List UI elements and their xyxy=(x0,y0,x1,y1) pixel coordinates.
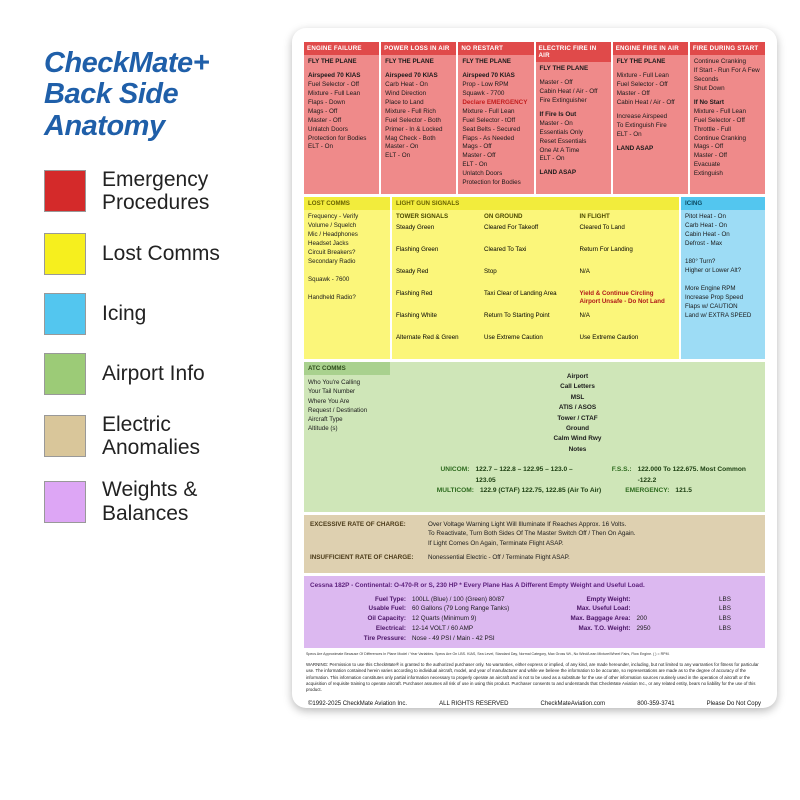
list-item: Where You Are xyxy=(308,397,350,405)
footer-site: CheckMateAviation.com xyxy=(540,700,606,707)
spec-row xyxy=(535,624,760,634)
legend-panel xyxy=(44,48,284,543)
fine-print: Specs Are Approximate Because Of Differences In Plane Model / Year Variables. Specs Are On LBS. KIAS, Sea Level, Standard Day, Normal Category, Max Gross Wt., No Wind/Lean Mixture/Wheel Fairs, Flow Engine. ( ) = RPM. xyxy=(306,652,670,657)
list-item: Altitude (s) xyxy=(308,425,338,433)
checklist-line: Essentials Only xyxy=(539,128,583,136)
table-cell: Cleared For Takeoff xyxy=(484,224,539,231)
checklist-line: LAND ASAP xyxy=(616,144,654,152)
table-cell: Return To Starting Point xyxy=(484,312,550,319)
checklist-line: Continue Cranking xyxy=(693,58,747,65)
electric-anomaly-text xyxy=(428,553,759,562)
table-column-header: ON GROUND xyxy=(484,213,523,220)
spec-row xyxy=(535,604,760,614)
list-item: Higher or Lower Alt? xyxy=(685,266,742,274)
spec-label: Max. Baggage Area: xyxy=(570,615,631,623)
legend-color-swatch xyxy=(44,481,86,523)
frequency-label: UNICOM: xyxy=(440,466,470,473)
weights-balances-section xyxy=(304,576,765,649)
emergency-column-header: ENGINE FAILURE xyxy=(304,42,379,55)
spec-label: Tire Pressure: xyxy=(363,634,406,642)
checklist-line: Mixture - Full Lean xyxy=(616,71,669,79)
spec-label: Oil Capacity: xyxy=(367,615,406,623)
emergency-column-header: ENGINE FIRE IN AIR xyxy=(613,42,688,55)
spec-row xyxy=(310,595,535,605)
light-gun-col-signals xyxy=(396,213,484,356)
electric-anomaly-label: INSUFFICIENT RATE OF CHARGE: xyxy=(310,554,414,562)
list-item: Request / Destination xyxy=(308,406,368,414)
page-title-line2: Back Side xyxy=(44,78,179,111)
checklist-line: Evacuate xyxy=(693,161,721,169)
table-cell: Flashing White xyxy=(396,312,437,319)
legend-item xyxy=(44,413,284,460)
spec-label: Electrical: xyxy=(375,624,406,632)
checkmate-card xyxy=(292,28,777,708)
icing-panel xyxy=(681,197,765,359)
emergency-column xyxy=(304,42,381,194)
table-row xyxy=(580,268,676,290)
legend-item-label: Lost Comms xyxy=(102,242,220,266)
list-item: Carb Heat - On xyxy=(685,221,727,229)
checklist-line: Continue Cranking xyxy=(693,134,747,142)
list-item: 180° Turn? xyxy=(685,257,716,265)
table-column-header: IN FLIGHT xyxy=(579,213,610,220)
legend-item xyxy=(44,293,284,335)
legend-item xyxy=(44,353,284,395)
footer-copyright: ©1992-2025 CheckMate Aviation Inc. xyxy=(308,700,408,707)
table-cell: Steady Red xyxy=(396,268,429,275)
table-cell: Stop xyxy=(484,268,497,275)
checklist-line: Seconds xyxy=(693,75,719,83)
emergency-column-header: NO RESTART xyxy=(458,42,533,55)
checklist-line: Mags - Off xyxy=(308,107,338,115)
atc-comms-list xyxy=(304,375,390,437)
emergency-column-body xyxy=(690,55,765,182)
checklist-line: Master - On xyxy=(385,143,419,151)
list-item: Pitot Heat - On xyxy=(685,213,726,220)
emergency-column-body xyxy=(304,55,379,155)
light-gun-header: LIGHT GUN SIGNALS xyxy=(392,197,679,210)
checklist-line: ELT - On xyxy=(616,130,642,138)
checklist-line: To Extinguish Fire xyxy=(616,121,667,129)
list-item: Squawk - 7600 xyxy=(308,275,350,283)
checklist-line: ELT - On xyxy=(539,155,565,163)
page-title-line3: Anatomy xyxy=(44,109,165,142)
checklist-line: Fuel Selector - Off xyxy=(693,116,745,124)
emergency-column-body xyxy=(613,55,688,156)
legend-color-swatch xyxy=(44,353,86,395)
table-row xyxy=(396,224,484,246)
legend-item-label: Electric Anomalies xyxy=(102,412,201,460)
light-gun-col-flight xyxy=(580,213,676,356)
checklist-line: Airspeed 70 KIAS xyxy=(385,71,438,79)
legend-color-swatch xyxy=(44,415,86,457)
list-item: Notes xyxy=(568,445,587,453)
checklist-line: Mixture - Full Lean xyxy=(462,107,515,115)
checklist-line: Declare EMERGENCY xyxy=(462,98,528,106)
emergency-column-header: FIRE DURING START xyxy=(690,42,765,55)
checklist-line: Unlatch Doors xyxy=(308,125,348,133)
frequency-label-right: EMERGENCY: xyxy=(625,487,670,495)
table-cell: Cleared To Taxi xyxy=(484,246,527,253)
checklist-line: Fuel Selector - tOff xyxy=(462,116,516,124)
weights-right-column xyxy=(535,595,760,644)
list-item: MSL xyxy=(570,393,585,401)
frequency-value: 122.9 (CTAF) 122.75, 122.85 (Air To Air) xyxy=(480,487,602,495)
checklist-line: Extinguish xyxy=(693,170,723,178)
spec-value: 60 Gallons (79 Long Range Tanks) xyxy=(412,605,510,613)
table-cell: N/A xyxy=(579,312,590,319)
spec-row xyxy=(535,595,760,605)
spec-row xyxy=(310,614,535,624)
frequency-value: 122.7 – 122.8 – 122.95 – 123.0 – 123.05 xyxy=(475,466,573,484)
legend-color-swatch xyxy=(44,170,86,212)
lost-comms-body xyxy=(304,210,390,306)
atc-comms-panel xyxy=(304,362,390,512)
icing-body xyxy=(681,210,765,324)
spec-label: Max. Useful Load: xyxy=(576,605,631,613)
list-item: Mic / Headphones xyxy=(308,230,358,238)
emergency-column xyxy=(536,42,613,194)
table-cell: Flashing Green xyxy=(396,246,439,253)
checklist-line: LAND ASAP xyxy=(539,169,577,177)
comms-icing-band xyxy=(304,197,765,359)
list-item: Handheld Radio? xyxy=(308,293,356,301)
light-gun-table xyxy=(392,210,679,359)
light-gun-signals-panel xyxy=(390,197,681,359)
list-item: Your Tail Number xyxy=(308,388,356,396)
checklist-line: Throttle - Full xyxy=(693,125,731,133)
legend-item xyxy=(44,233,284,275)
table-cell: Return For Landing xyxy=(579,246,633,253)
list-item: Land w/ EXTRA SPEED xyxy=(685,311,752,319)
lost-comms-panel xyxy=(304,197,390,359)
checklist-line: Reset Essentials xyxy=(539,137,587,145)
checklist-line: Cabin Heat / Air - Off xyxy=(539,87,598,95)
frequency-value-right: 122.000 To 122.675. Most Common -122.2 xyxy=(637,466,746,484)
table-row xyxy=(484,246,580,268)
checklist-line: Wind Direction xyxy=(385,89,427,97)
checklist-line: If No Start xyxy=(693,98,724,106)
checklist-line: ELT - On xyxy=(462,161,488,169)
legend-item-label: Icing xyxy=(102,302,147,326)
table-row xyxy=(484,334,580,356)
checklist-line: Flaps - Down xyxy=(308,98,346,106)
emergency-column xyxy=(458,42,535,194)
checklist-line: Fuel Selector - Off xyxy=(308,80,359,88)
spec-label: Fuel Type: xyxy=(374,595,406,603)
legend-color-swatch xyxy=(44,233,86,275)
footer-notice: Please Do Not Copy xyxy=(706,700,761,707)
list-item xyxy=(308,267,386,276)
light-gun-col-ground xyxy=(484,213,580,356)
emergency-column-body xyxy=(381,55,456,164)
table-cell: Flashing Red xyxy=(396,290,433,297)
checklist-line: ELT - On xyxy=(308,143,333,151)
checklist-line: Fuel Selector - Both xyxy=(385,116,441,124)
page-title-line1: CheckMate+ xyxy=(44,47,210,79)
checklist-line: Shut Down xyxy=(693,84,725,92)
table-cell: Taxi Clear of Landing Area xyxy=(484,290,557,297)
list-item: Cabin Heat - On xyxy=(685,230,730,238)
spec-value xyxy=(637,604,720,614)
electric-anomaly-row xyxy=(310,520,759,548)
spec-label: Empty Weight: xyxy=(586,595,631,603)
checklist-line: If Start - Run For A Few xyxy=(693,66,760,74)
legend-item-label: Emergency Procedures xyxy=(102,167,210,215)
list-item: Ground xyxy=(565,424,590,432)
spec-value: 12-14 VOLT / 60 AMP xyxy=(412,624,474,632)
card-footer xyxy=(304,701,765,707)
table-row xyxy=(580,290,676,312)
footer-phone: 800-359-3741 xyxy=(637,700,675,707)
checklist-line: FLY THE PLANE xyxy=(308,58,357,65)
emergency-column xyxy=(381,42,458,194)
legend-item-label: Airport Info xyxy=(102,362,205,386)
table-row xyxy=(396,246,484,268)
checklist-line: Carb Heat - On xyxy=(385,80,428,88)
frequency-label-right: F.S.S.: xyxy=(611,466,632,473)
checklist-line: Mixture - Full Lean xyxy=(308,89,361,97)
list-item: ATIS / ASOS xyxy=(558,404,597,412)
checklist-line: Squawk - 7700 xyxy=(462,89,505,97)
airport-info-section xyxy=(304,362,765,512)
table-row xyxy=(484,224,580,246)
electric-anomaly-line: To Reactivate, Turn Both Sides Of The Master Switch Off / Then On Again. xyxy=(428,530,636,538)
legend-item-label: Weights & Balances xyxy=(102,478,198,525)
table-row xyxy=(580,224,676,246)
checklist-line: Master - Off xyxy=(539,78,573,86)
checklist-line: Seat Belts - Secured xyxy=(462,125,521,133)
table-cell: Use Extreme Caution xyxy=(484,334,543,341)
spec-row xyxy=(310,604,535,614)
list-item xyxy=(685,276,761,285)
list-item: Aircraft Type xyxy=(308,416,343,424)
frequency-row xyxy=(396,465,759,486)
table-cell: Cleared To Land xyxy=(579,224,625,231)
list-item: Frequency - Verify xyxy=(308,213,359,220)
list-item: Increase Prop Speed xyxy=(685,293,744,301)
table-row xyxy=(484,312,580,334)
legend-item xyxy=(44,168,284,215)
spec-value: Nose - 49 PSI / Main - 42 PSI xyxy=(412,634,495,642)
list-item: Call Letters xyxy=(560,383,595,391)
list-item: Calm Wind Rwy xyxy=(553,435,602,443)
electric-anomaly-line: If Light Comes On Again, Terminate Flight ASAP. xyxy=(428,539,564,547)
weights-left-column xyxy=(310,595,535,644)
spec-unit: LBS xyxy=(719,595,731,603)
emergency-column-header: POWER LOSS IN AIR xyxy=(381,42,456,55)
spec-value: 200 xyxy=(636,615,648,623)
table-row xyxy=(396,290,484,312)
table-row xyxy=(396,334,484,356)
table-cell: Steady Green xyxy=(396,224,435,231)
electric-anomaly-line: Nonessential Electric - Off / Terminate Flight ASAP. xyxy=(428,554,570,562)
airport-info-fields xyxy=(390,362,765,512)
emergency-procedures-section xyxy=(304,42,765,194)
checklist-line: FLY THE PLANE xyxy=(462,58,511,65)
list-item: Volume / Squelch xyxy=(308,221,357,229)
spec-unit: LBS xyxy=(719,615,731,623)
checklist-line: Fire Extinguisher xyxy=(539,96,587,104)
checklist-line: Primer - In & Locked xyxy=(385,125,443,133)
page-title xyxy=(44,48,284,142)
table-row xyxy=(396,268,484,290)
electric-anomaly-row xyxy=(310,553,759,562)
checklist-line: One At A Time xyxy=(539,146,580,154)
checklist-line: Master - On xyxy=(539,119,573,127)
list-item xyxy=(308,285,386,294)
checklist-line: Mixture - Full Rich xyxy=(385,107,436,115)
list-item: Airport xyxy=(566,373,589,380)
lost-comms-header: LOST COMMS xyxy=(304,197,390,210)
legend-color-swatch xyxy=(44,293,86,335)
spec-value xyxy=(637,595,720,605)
electric-anomaly-text xyxy=(428,520,759,548)
footer-rights: ALL RIGHTS RESERVED xyxy=(439,700,509,707)
list-item: Secondary Radio xyxy=(308,257,356,265)
airport-field-list xyxy=(390,362,765,459)
checklist-line: FLY THE PLANE xyxy=(539,65,589,72)
checklist-line: Master - Off xyxy=(462,152,496,160)
checklist-line: Flaps - As Needed xyxy=(462,134,515,142)
checklist-line: Prop - Low RPM xyxy=(462,80,509,88)
spec-value: 2950 xyxy=(636,624,651,632)
table-cell: Alternate Red & Green xyxy=(396,334,459,341)
electric-anomaly-line: Over Voltage Warning Light Will Illuminate If Reaches Approx. 16 Volts. xyxy=(428,521,627,528)
table-row xyxy=(580,312,676,334)
emergency-column-header: ELECTRIC FIRE IN AIR xyxy=(536,42,611,62)
checklist-line: Mixture - Full Lean xyxy=(693,107,747,115)
frequency-value-right: 121.5 xyxy=(675,487,692,495)
checklist-line: Cabin Heat / Air - Off xyxy=(616,98,675,106)
legend-item xyxy=(44,478,284,525)
spec-row xyxy=(535,614,760,624)
frequency-row xyxy=(396,486,759,497)
emergency-column-body xyxy=(536,62,611,181)
spec-unit: LBS xyxy=(719,605,731,613)
checklist-line: Place to Land xyxy=(385,98,424,106)
emergency-column-body xyxy=(458,55,533,191)
warning-text: WARNING: Permission to use this CheckMate® is granted to the authorized purchaser only. No warranties, either express or implied, of any kind, are made hereunder, including, but not limited to any warranties for fitness for particular use. The information contained herein varies according to individual aircraft, model, and year of manufacturer and while we believe the information to be accurate, so representations are made as to the degree of accuracy of the information. This information constitutes only partial information necessary to properly operate an aircraft and is not to be used as a substitute for the use of other information sources routinely used in the operation of aircraft or the acquisition of requisite training to operate aircraft. Purchaser assumes all risk of use in using this product. Purchaser consents to and understands that CheckMate Aviation Inc., or any related entity, bears no liability for the use of this product. xyxy=(306,661,759,693)
table-cell: Airport Unsafe - Do Not Land xyxy=(579,297,665,305)
spec-value: 12 Quarts (Minimum 9) xyxy=(412,615,477,623)
list-item: Defrost - Max xyxy=(685,239,723,247)
checklist-line: FLY THE PLANE xyxy=(616,58,666,65)
emergency-column xyxy=(690,42,765,194)
checklist-line: Fuel Selector - Off xyxy=(616,80,668,88)
checklist-line: Increase Airspeed xyxy=(616,112,668,120)
checklist-line: Mag Check - Both xyxy=(385,134,436,142)
table-cell: N/A xyxy=(579,268,590,275)
frequencies-block xyxy=(390,459,765,505)
spec-row xyxy=(310,624,535,634)
checklist-line: Protection for Bodies xyxy=(308,134,367,142)
checklist-line: Unlatch Doors xyxy=(462,170,503,178)
spec-label: Usable Fuel: xyxy=(368,605,406,613)
weights-title: Cessna 182P - Continental: O-470-R or S, 230 HP * Every Plane Has A Different Empty Weight and Useful Load. xyxy=(310,581,645,589)
list-item: More Engine RPM xyxy=(685,284,736,292)
spec-row xyxy=(310,634,535,644)
checklist-line: Master - Off xyxy=(693,152,727,160)
table-row xyxy=(580,246,676,268)
list-item: Circuit Breakers? xyxy=(308,248,356,256)
table-cell: Use Extreme Caution xyxy=(579,334,639,341)
list-item: Headset Jacks xyxy=(308,239,349,247)
table-row xyxy=(484,290,580,312)
checklist-line: Airspeed 70 KIAS xyxy=(462,71,515,79)
list-item: Tower / CTAF xyxy=(557,414,598,422)
checklist-line: FLY THE PLANE xyxy=(385,58,434,65)
checklist-line: If Fire Is Out xyxy=(539,110,577,118)
table-row xyxy=(484,268,580,290)
emergency-column xyxy=(613,42,690,194)
list-item xyxy=(685,249,761,258)
list-item: Who You're Calling xyxy=(308,379,361,386)
icing-header: ICING xyxy=(681,197,765,210)
frequency-label: MULTICOM: xyxy=(436,487,474,495)
checklist-line: Master - Off xyxy=(616,89,650,97)
spec-label: Max. T.O. Weight: xyxy=(578,624,631,632)
atc-comms-header: ATC COMMS xyxy=(304,362,390,375)
list-item: Flaps w/ CAUTION xyxy=(685,302,738,310)
checklist-line: Mags - Off xyxy=(693,143,724,151)
checklist-line: Airspeed 70 KIAS xyxy=(308,71,361,79)
checklist-line: Protection for Bodies xyxy=(462,179,521,187)
checklist-line: Mags - Off xyxy=(462,143,492,151)
table-cell: Yield & Continue Circling xyxy=(579,290,654,297)
electric-anomalies-section xyxy=(304,515,765,573)
table-row xyxy=(396,312,484,334)
table-row xyxy=(580,334,676,356)
table-column-header: TOWER SIGNALS xyxy=(396,213,449,220)
spec-value: 100LL (Blue) / 100 (Green) 80/87 xyxy=(412,595,505,603)
legend-list xyxy=(44,168,284,525)
checklist-line: Master - Off xyxy=(308,116,342,124)
checklist-line: ELT - On xyxy=(385,152,411,160)
spec-unit: LBS xyxy=(719,624,731,632)
electric-anomaly-label: EXCESSIVE RATE OF CHARGE: xyxy=(310,521,406,528)
